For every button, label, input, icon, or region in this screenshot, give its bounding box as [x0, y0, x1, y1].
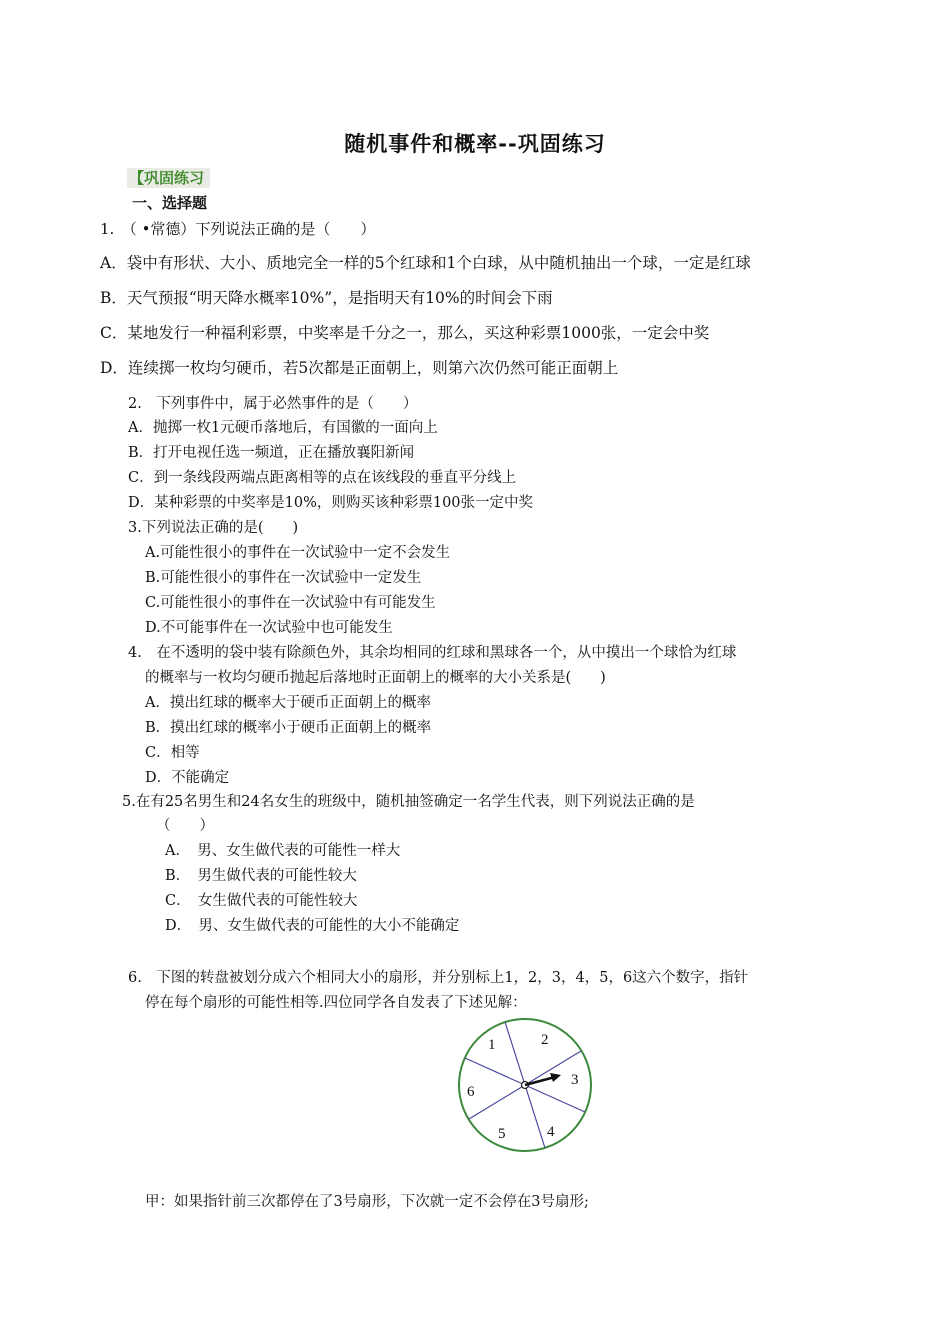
q3-option-c: C.可能性很小的事件在一次试验中有可能发生 [145, 595, 436, 611]
q1-option-a: A．袋中有形状、大小、质地完全一样的5个红球和1个白球，从中随机抽出一个球，一定是红球 [100, 254, 751, 272]
section-tag: 【巩固练习 [127, 168, 210, 188]
spinner-label-6: 6 [467, 1084, 475, 1100]
q3-option-a: A.可能性很小的事件在一次试验中一定不会发生 [145, 545, 451, 561]
q1-option-b: B．天气预报“明天降水概率10%”，是指明天有10%的时间会下雨 [100, 289, 553, 307]
q2-option-b: B．打开电视任选一频道，正在播放襄阳新闻 [128, 445, 415, 461]
q2-option-d: D．某种彩票的中奖率是10%，则购买该种彩票100张一定中奖 [128, 495, 534, 511]
q6-stem-line1: 6. 下图的转盘被划分成六个相同大小的扇形，并分别标上1，2，3，4，5，6这六个数字，指针 [128, 970, 749, 986]
q3-stem: 3.下列说法正确的是( ) [128, 520, 299, 536]
spinner-label-3: 3 [571, 1072, 579, 1088]
q5-stem-line2: （ ） [156, 818, 214, 834]
q2-option-c: C．到一条线段两端点距离相等的点在该线段的垂直平分线上 [128, 470, 517, 486]
q5-option-d: D． 男、女生做代表的可能性的大小不能确定 [165, 918, 460, 934]
q1-option-c: C．某地发行一种福利彩票，中奖率是千分之一，那么，买这种彩票1000张，一定会中奖 [100, 324, 710, 342]
q1-stem: 1. （ •常德）下列说法正确的是（ ） [100, 220, 376, 238]
spinner-label-5: 5 [498, 1126, 506, 1142]
q6-stem-line2: 停在每个扇形的可能性相等.四位同学各自发表了下述见解： [145, 995, 527, 1011]
q6-statement-jia: 甲：如果指针前三次都停在了3号扇形，下次就一定不会停在3号扇形; [145, 1194, 589, 1210]
q4-option-a: A．摸出红球的概率大于硬币正面朝上的概率 [145, 695, 431, 711]
q4-stem-line2: 的概率与一枚均匀硬币抛起后落地时正面朝上的概率的大小关系是( ) [145, 670, 606, 686]
q2-stem: 2. 下列事件中，属于必然事件的是（ ） [128, 396, 418, 412]
spinner-label-4: 4 [547, 1124, 555, 1140]
section-heading: 一、选择题 [132, 194, 208, 212]
q3-option-d: D.不可能事件在一次试验中也可能发生 [145, 620, 393, 636]
q4-option-c: C．相等 [145, 745, 200, 761]
page-title: 随机事件和概率--巩固练习 [344, 132, 606, 156]
q3-option-b: B.可能性很小的事件在一次试验中一定发生 [145, 570, 422, 586]
q1-option-d: D．连续掷一枚均匀硬币，若5次都是正面朝上，则第六次仍然可能正面朝上 [100, 359, 619, 377]
q2-option-a: A．抛掷一枚1元硬币落地后，有国徽的一面向上 [128, 420, 438, 436]
q5-option-c: C． 女生做代表的可能性较大 [165, 893, 358, 909]
q5-stem-line1: 5.在有25名男生和24名女生的班级中，随机抽签确定一名学生代表，则下列说法正确的是 [122, 794, 695, 810]
spinner-label-2: 2 [541, 1032, 549, 1048]
spinner-figure [455, 1016, 600, 1156]
q4-option-b: B．摸出红球的概率小于硬币正面朝上的概率 [145, 720, 432, 736]
spinner-label-1: 1 [488, 1037, 496, 1053]
q5-option-b: B． 男生做代表的可能性较大 [165, 868, 357, 884]
q4-stem-line1: 4. 在不透明的袋中装有除颜色外，其余均相同的红球和黑球各一个，从中摸出一个球恰为红球 [128, 645, 737, 661]
q4-option-d: D．不能确定 [145, 770, 230, 786]
q5-option-a: A． 男、女生做代表的可能性一样大 [165, 843, 401, 859]
